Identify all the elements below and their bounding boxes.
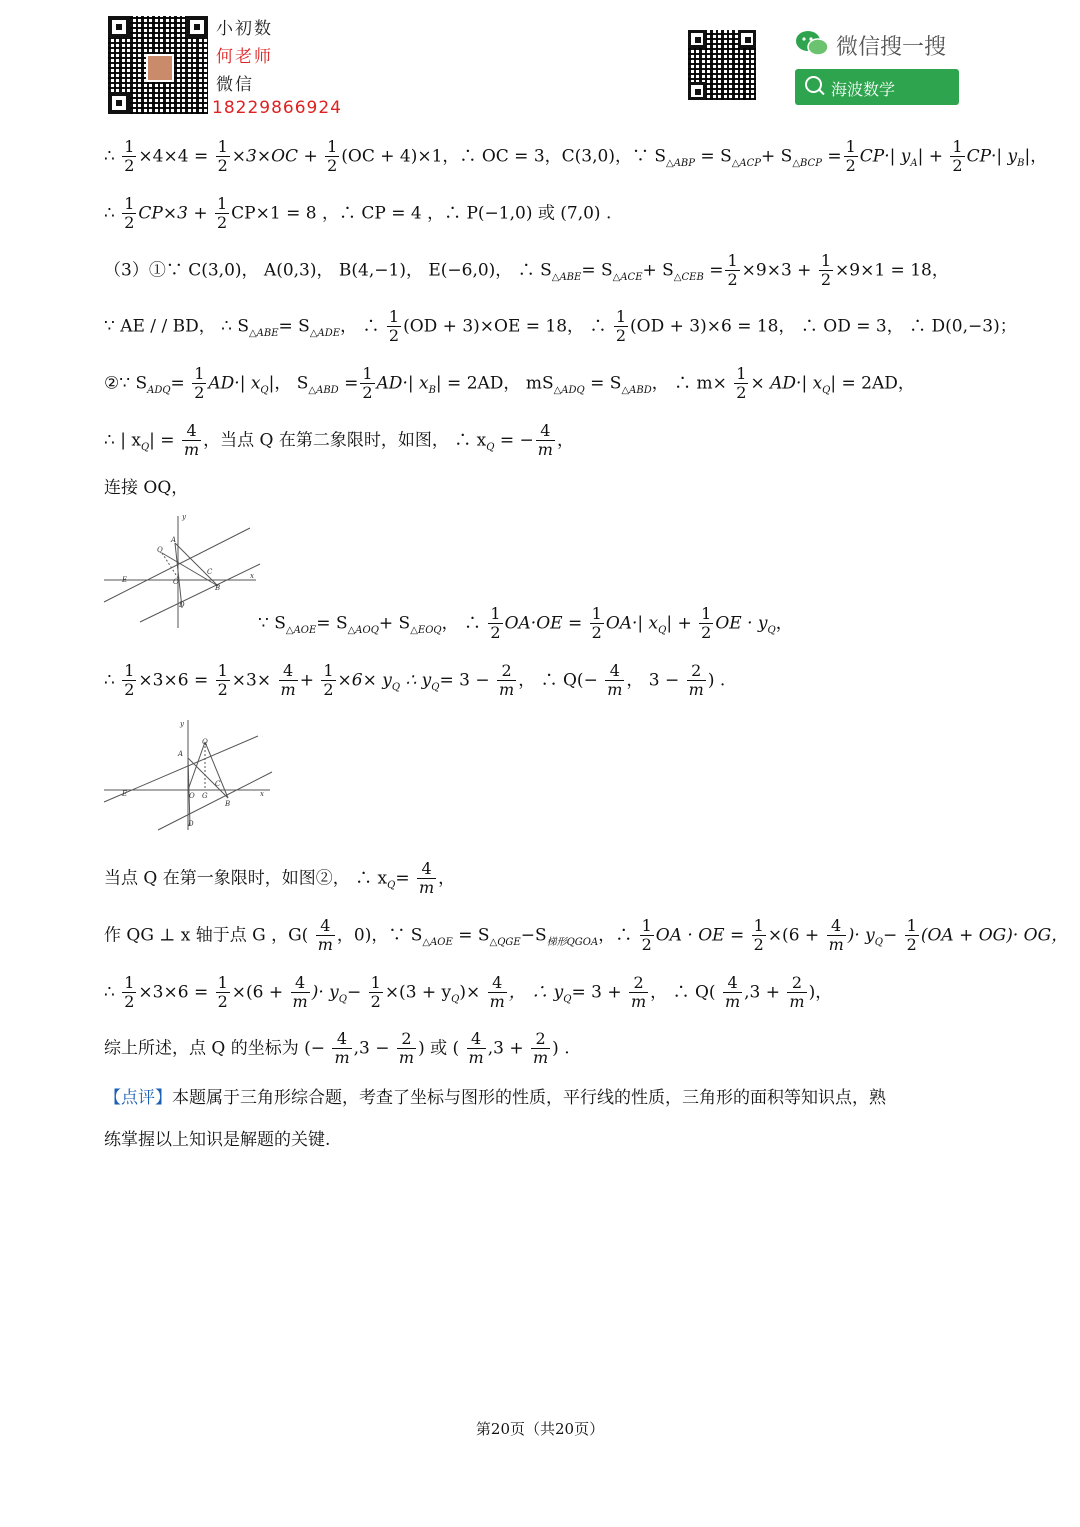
solution-line-7: 连接 OQ， [104,478,189,498]
fig1-label-e: E [122,576,128,584]
figure-1-diagram [100,510,265,632]
fig2-label-o: O [189,792,195,800]
avatar [146,54,174,82]
solution-line-6: ∴ | $x_Q|$ = $\frac{4}{m}$ ，当点 Q 在第二象限时，如图， ∴ $x_Q$ = − $\frac{4}{m}$ ， [104,421,574,460]
wechat-search-button[interactable] [795,69,959,105]
fig2-label-a: A [178,750,184,758]
solution-line-5: ②∵ $S_{ADQ}=$ $\frac{1}{2}$ AD·| $x_Q|$， $S_{\triangle ABD}$ = $\frac{1}{2}$ AD·| $x_B| = 2AD$， $mS_{\triangle ADQ} = S_{\triangle ABD}$， ∴ m× $\frac{1}{2}$ × AD·| $x_Q| = 2AD$， [104,364,915,403]
fig1-label-q: Q [157,546,163,554]
fig2-label-c: C [215,780,221,788]
wechat-search-label: 海波数学 [831,80,896,99]
wechat-icon [795,30,829,58]
solution-line-10: 当点 Q 在第一象限时，如图②， ∴ $x_Q=$ $\frac{4}{m}$ ， [104,859,456,898]
wechat-title: 微信搜一搜 [836,35,947,60]
solution-line-3: （3）①∵ C(3,0)， A(0,3)， B(4,−1)， E(−6,0)， ∴ $S_{\triangle ABE}= S_{\triangle ACE}+ S_{\triangle CEB}$ = $\frac{1}{2}$ ×9×3 + $\frac{1}{2}$ ×9×1 = 18， [104,251,949,290]
header-text-1: 小初数 [216,19,273,39]
qr-code-left [108,16,208,114]
fig2-label-e: E [122,790,128,798]
header-phone: 18229866924 [212,98,342,118]
fig1-label-o: O [173,578,179,586]
header-text-3: 微信 [216,75,254,95]
fig1-label-y: y [182,513,186,521]
solution-line-4: ∵ AE / / BD， ∴ $S_{\triangle ABE}= S_{\triangle ADE}$， ∴ $\frac{1}{2}$ (OD + 3)×OE = 18， ∴ $\frac{1}{2}$ (OD + 3)×6 = 18， ∴ OD = 3， ∴ D(0,−3)； [104,307,1017,346]
fig1-label-b: B [215,584,221,592]
solution-line-9: ∴ $\frac{1}{2}$ ×3×6 = $\frac{1}{2}$ ×3× $\frac{4}{m}$ + $\frac{1}{2}$ $\times 6\times y_Q$ ∴ $y_Q= 3$ − $\frac{2}{m}$ ， ∴ Q(− $\frac{4}{m}$ ， 3 − $\frac{2}{m}$ ) . [104,661,726,700]
fig1-label-a: A [171,536,177,544]
solution-line-2: ∴ $\frac{1}{2}$ CP×3 + $\frac{1}{2}$ CP×1 = 8 ，∴ CP = 4 ，∴ P(−1,0) 或 (7,0) . [104,194,612,233]
header-text-2: 何老师 [216,47,273,67]
solution-line-11: 作 QG ⊥ x 轴于点 G ，G( $\frac{4}{m}$ ，0)，∵ $S_{\triangle AOE} = S_{\triangle QGE}-S_{梯形QGOA}$，∴ $\frac{1}{2}$ OA · OE = $\frac{1}{2}$ ×(6 + $\frac{4}{m}$ )· $y_Q-$ $\frac{1}{2}$ (OA + OG)· OG， [104,916,1069,955]
fig2-label-g: G [202,792,208,800]
qr-code-right [688,30,756,100]
solution-line-12: ∴ $\frac{1}{2}$ ×3×6 = $\frac{1}{2}$ ×(6 + $\frac{4}{m}$ )· $y_Q-$ $\frac{1}{2}$ $\times(3 + y_Q)\times$ $\frac{4}{m}$ ， ∴ $y_Q= 3$ + $\frac{2}{m}$ ， ∴ Q( $\frac{4}{m}$ ,3 + $\frac{2}{m}$ )， [104,973,833,1012]
fig1-label-d: D [179,601,185,609]
comment-line-2: 练掌握以上知识是解题的关键. [104,1130,331,1150]
solution-line-13: 综上所述，点 Q 的坐标为 (− $\frac{4}{m}$ ,3 − $\frac{2}{m}$ ) 或 ( $\frac{4}{m}$ ,3 + $\frac{2}{m}$ ) . [104,1029,570,1068]
comment-tag: 【点评】 [104,1088,172,1108]
fig2-label-b: B [225,800,231,808]
fig1-label-c: C [207,568,213,576]
fig2-label-x: x [260,790,264,798]
comment-line-1: 【点评】本题属于三角形综合题，考查了坐标与图形的性质，平行线的性质，三角形的面积等知识点，熟 [104,1088,886,1108]
search-icon-handle [818,89,824,95]
solution-line-8: ∵ $S_{\triangle AOE}= S_{\triangle AOQ}+ S_{\triangle EOQ}$， ∴ $\frac{1}{2}$ OA·OE = $\frac{1}{2}$ OA·| $x_Q|$ + $\frac{1}{2}$ OE · $y_Q$， [258,604,793,643]
fig2-label-d: D [188,820,194,828]
figure-2-diagram [100,716,276,834]
page-footer: 第20页（共20页） [475,1420,605,1438]
fig2-label-y: y [180,720,184,728]
fig1-label-x: x [250,572,254,580]
solution-line-1: ∴ $\frac{1}{2}$ ×4×4 = $\frac{1}{2}$ ×3×OC + $\frac{1}{2}$ (OC + 4)×1，∴ OC = 3，C(3,0)，∵ $S_{\triangle ABP} = S_{\triangle ACP}+ S_{\triangle BCP}$ = $\frac{1}{2}$ CP·| $y_A|$ + $\frac{1}{2}$ CP·| $y_B|$， [104,137,1048,176]
fig2-label-q: Q [202,738,208,746]
